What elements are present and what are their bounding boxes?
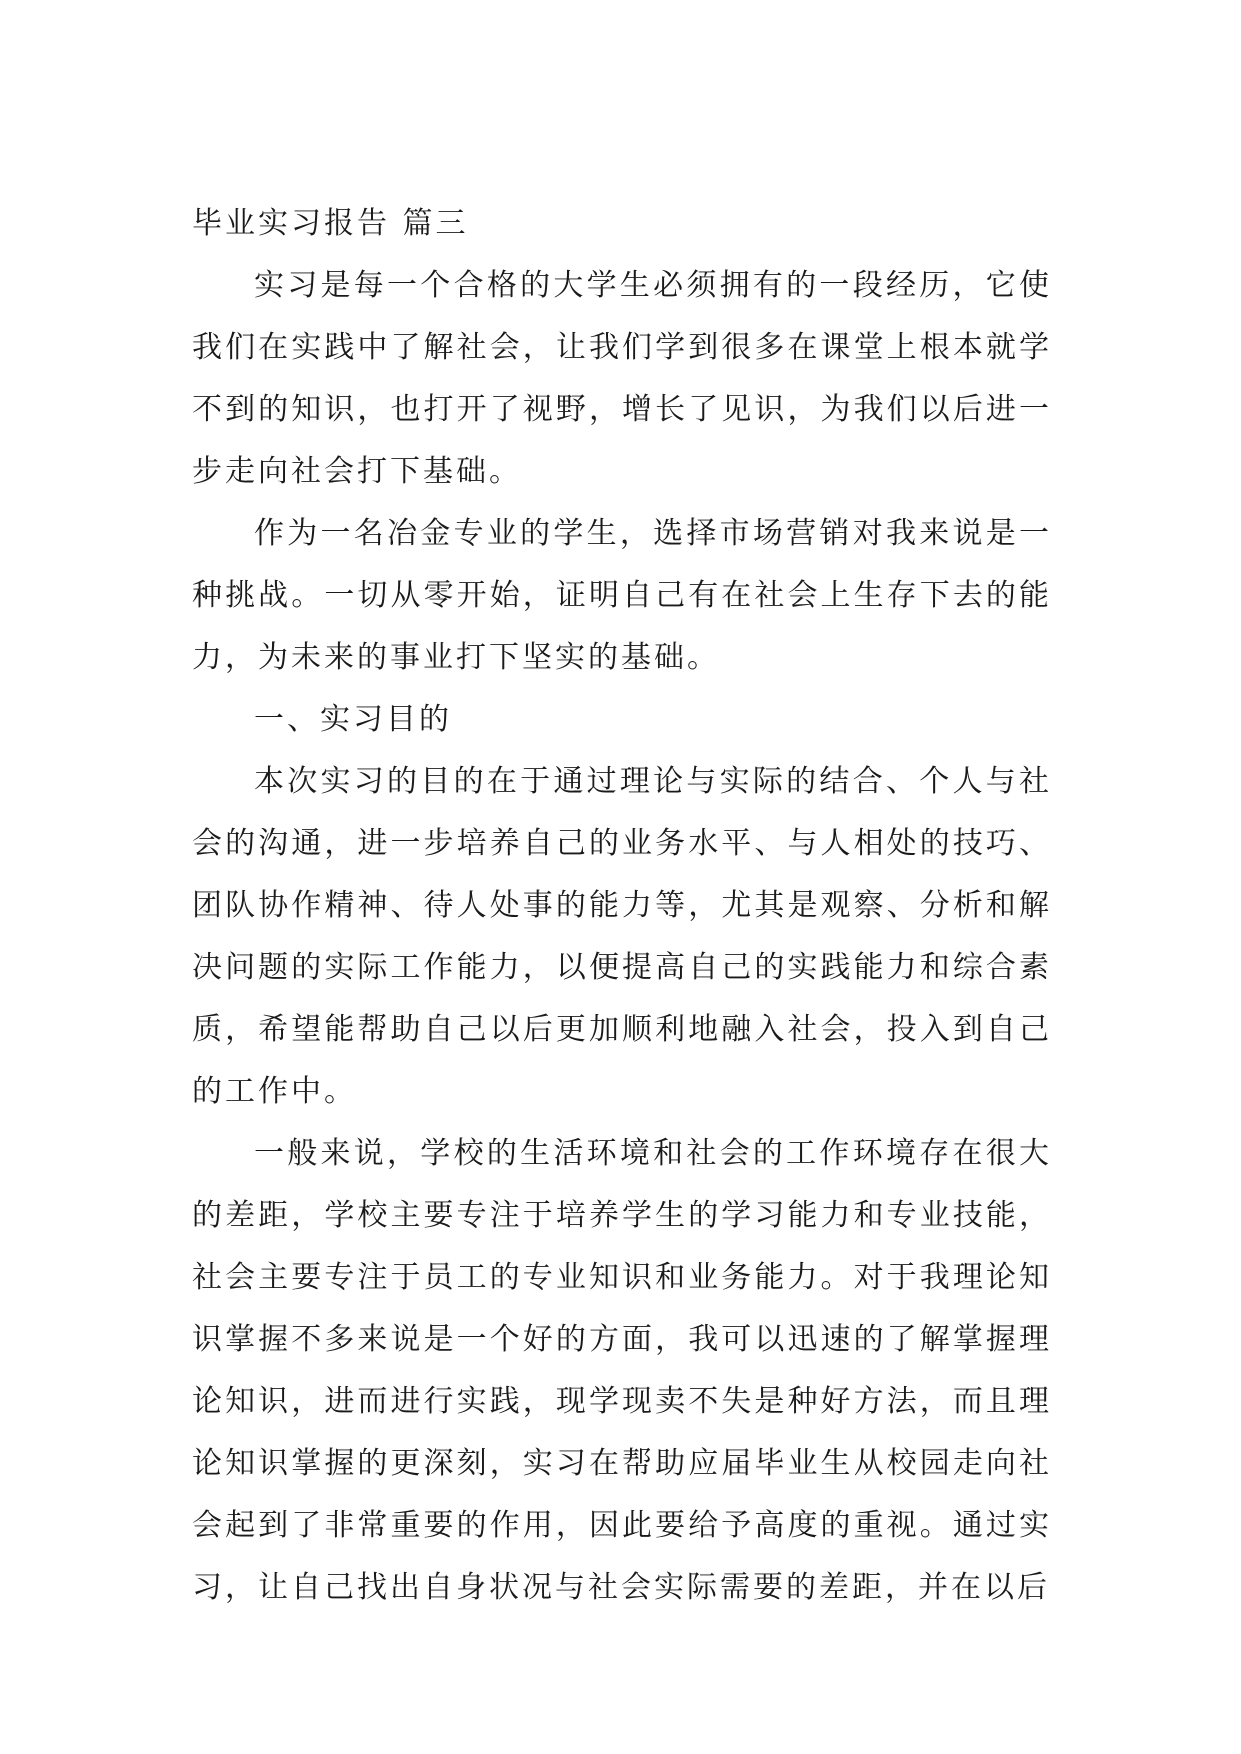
paragraph-major: 作为一名冶金专业的学生，选择市场营销对我来说是一种挑战。一切从零开始，证明自己有在社会上生存下去的能力，为未来的事业打下坚实的基础。 bbox=[192, 516, 1052, 675]
paragraph-purpose: 本次实习的目的在于通过理论与实际的结合、个人与社会的沟通，进一步培养自己的业务水平、与人相处的技巧、团队协作精神、待人处事的能力等，尤其是观察、分析和解决问题的实际工作能力，以便提高自己的实践能力和综合素质，希望能帮助自己以后更加顺利地融入社会，投入到自己的工作中。 bbox=[192, 764, 1052, 1109]
document-body bbox=[192, 193, 1052, 1619]
document-title: 毕业实习报告 篇三 bbox=[192, 206, 469, 241]
paragraph-intro: 实习是每一个合格的大学生必须拥有的一段经历，它使我们在实践中了解社会，让我们学到很多在课堂上根本就学不到的知识，也打开了视野，增长了见识，为我们以后进一步走向社会打下基础。 bbox=[192, 268, 1052, 489]
section-heading: 一、实习目的 bbox=[254, 702, 452, 737]
paragraph-gap: 一般来说，学校的生活环境和社会的工作环境存在很大的差距，学校主要专注于培养学生的学习能力和专业技能，社会主要专注于员工的专业知识和业务能力。对于我理论知识掌握不多来说是一个好的方面，我可以迅速的了解掌握理论知识，进而进行实践，现学现卖不失是种好方法，而且理论知识掌握的更深刻，实习在帮助应届毕业生从校园走向社会起到了非常重要的作用，因此要给予高度的重视。通过实习，让自己找出自身状况与社会实际需要的差距，并在以后 bbox=[192, 1136, 1052, 1605]
